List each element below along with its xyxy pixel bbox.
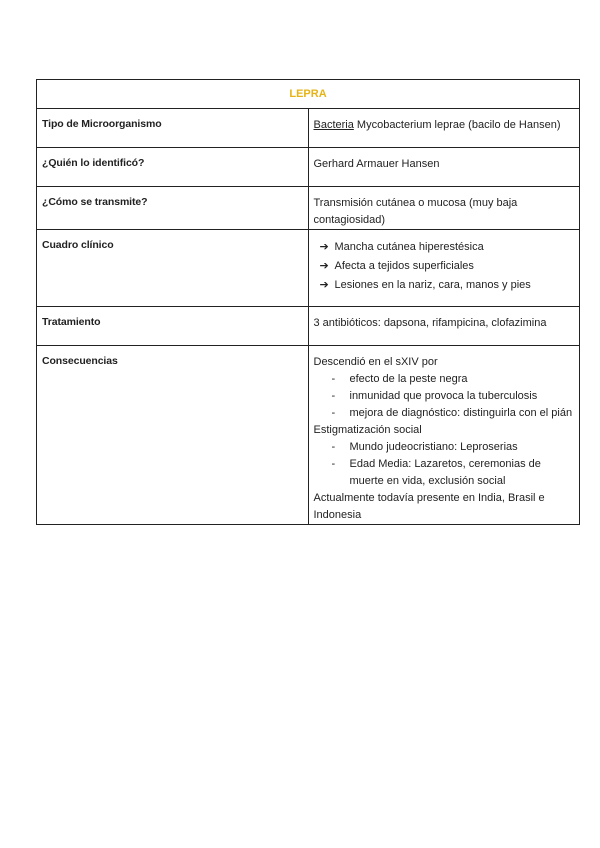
table-title-row: [37, 80, 580, 109]
table-title-text: LEPRA: [289, 88, 327, 100]
list-item: - mejora de diagnóstico: distinguirla con el pián: [314, 405, 575, 422]
table-title: [37, 80, 580, 109]
list-item: - Edad Media: Lazaretos, ceremonias de muerte en vida, exclusión social: [331, 458, 541, 487]
dash-icon: -: [331, 458, 336, 470]
row-clinical: [37, 230, 580, 307]
label-microorganism: Tipo de Microorganismo: [37, 109, 309, 148]
value-microorganism-type: Bacteria: [313, 119, 354, 131]
clinical-list: [314, 238, 575, 295]
value-clinical: [308, 230, 580, 307]
value-consequences: [308, 346, 580, 525]
dash-icon: -: [331, 407, 336, 419]
decline-list: [314, 371, 575, 422]
list-item: ➔ Afecta a tejidos superficiales: [314, 257, 575, 276]
row-identified: [37, 148, 580, 187]
list-item: - inmunidad que provoca la tuberculosis: [314, 388, 575, 405]
row-transmission: [37, 187, 580, 230]
label-clinical: Cuadro clínico: [37, 230, 309, 307]
stigma-heading: Estigmatización social: [313, 424, 422, 436]
row-consequences: [37, 346, 580, 525]
lepra-table: [36, 79, 580, 525]
list-item: ➔ Lesiones en la nariz, cara, manos y pies: [314, 276, 575, 295]
value-transmission: Transmisión cutánea o mucosa (muy baja contagiosidad): [308, 187, 580, 230]
label-identified: ¿Quién lo identificó?: [37, 148, 309, 187]
value-identified: Gerhard Armauer Hansen: [308, 148, 580, 187]
label-treatment: Tratamiento: [37, 307, 309, 346]
list-item: - Mundo judeocristiano: Leproserias: [314, 439, 575, 456]
consequences-intro: Descendió en el sXIV por: [313, 356, 438, 368]
arrow-right-icon: ➔: [319, 241, 329, 253]
consequences-closing: Actualmente todavía presente en India, Brasil e Indonesia: [313, 492, 545, 521]
stigma-list: [314, 439, 575, 490]
list-item: ➔ Mancha cutánea hiperestésica: [314, 238, 575, 257]
arrow-right-icon: ➔: [319, 260, 329, 272]
value-microorganism-name: Mycobacterium leprae (bacilo de Hansen): [353, 119, 561, 131]
row-microorganism: [37, 109, 580, 148]
arrow-right-icon: ➔: [319, 279, 329, 291]
label-consequences: Consecuencias: [37, 346, 309, 525]
value-microorganism: [308, 109, 580, 148]
value-treatment: 3 antibióticos: dapsona, rifampicina, clofazimina: [308, 307, 580, 346]
list-item: - efecto de la peste negra: [314, 371, 575, 388]
label-transmission: ¿Cómo se transmite?: [37, 187, 309, 230]
row-treatment: [37, 307, 580, 346]
dash-icon: -: [331, 373, 336, 385]
dash-icon: -: [331, 390, 336, 402]
dash-icon: -: [331, 441, 336, 453]
